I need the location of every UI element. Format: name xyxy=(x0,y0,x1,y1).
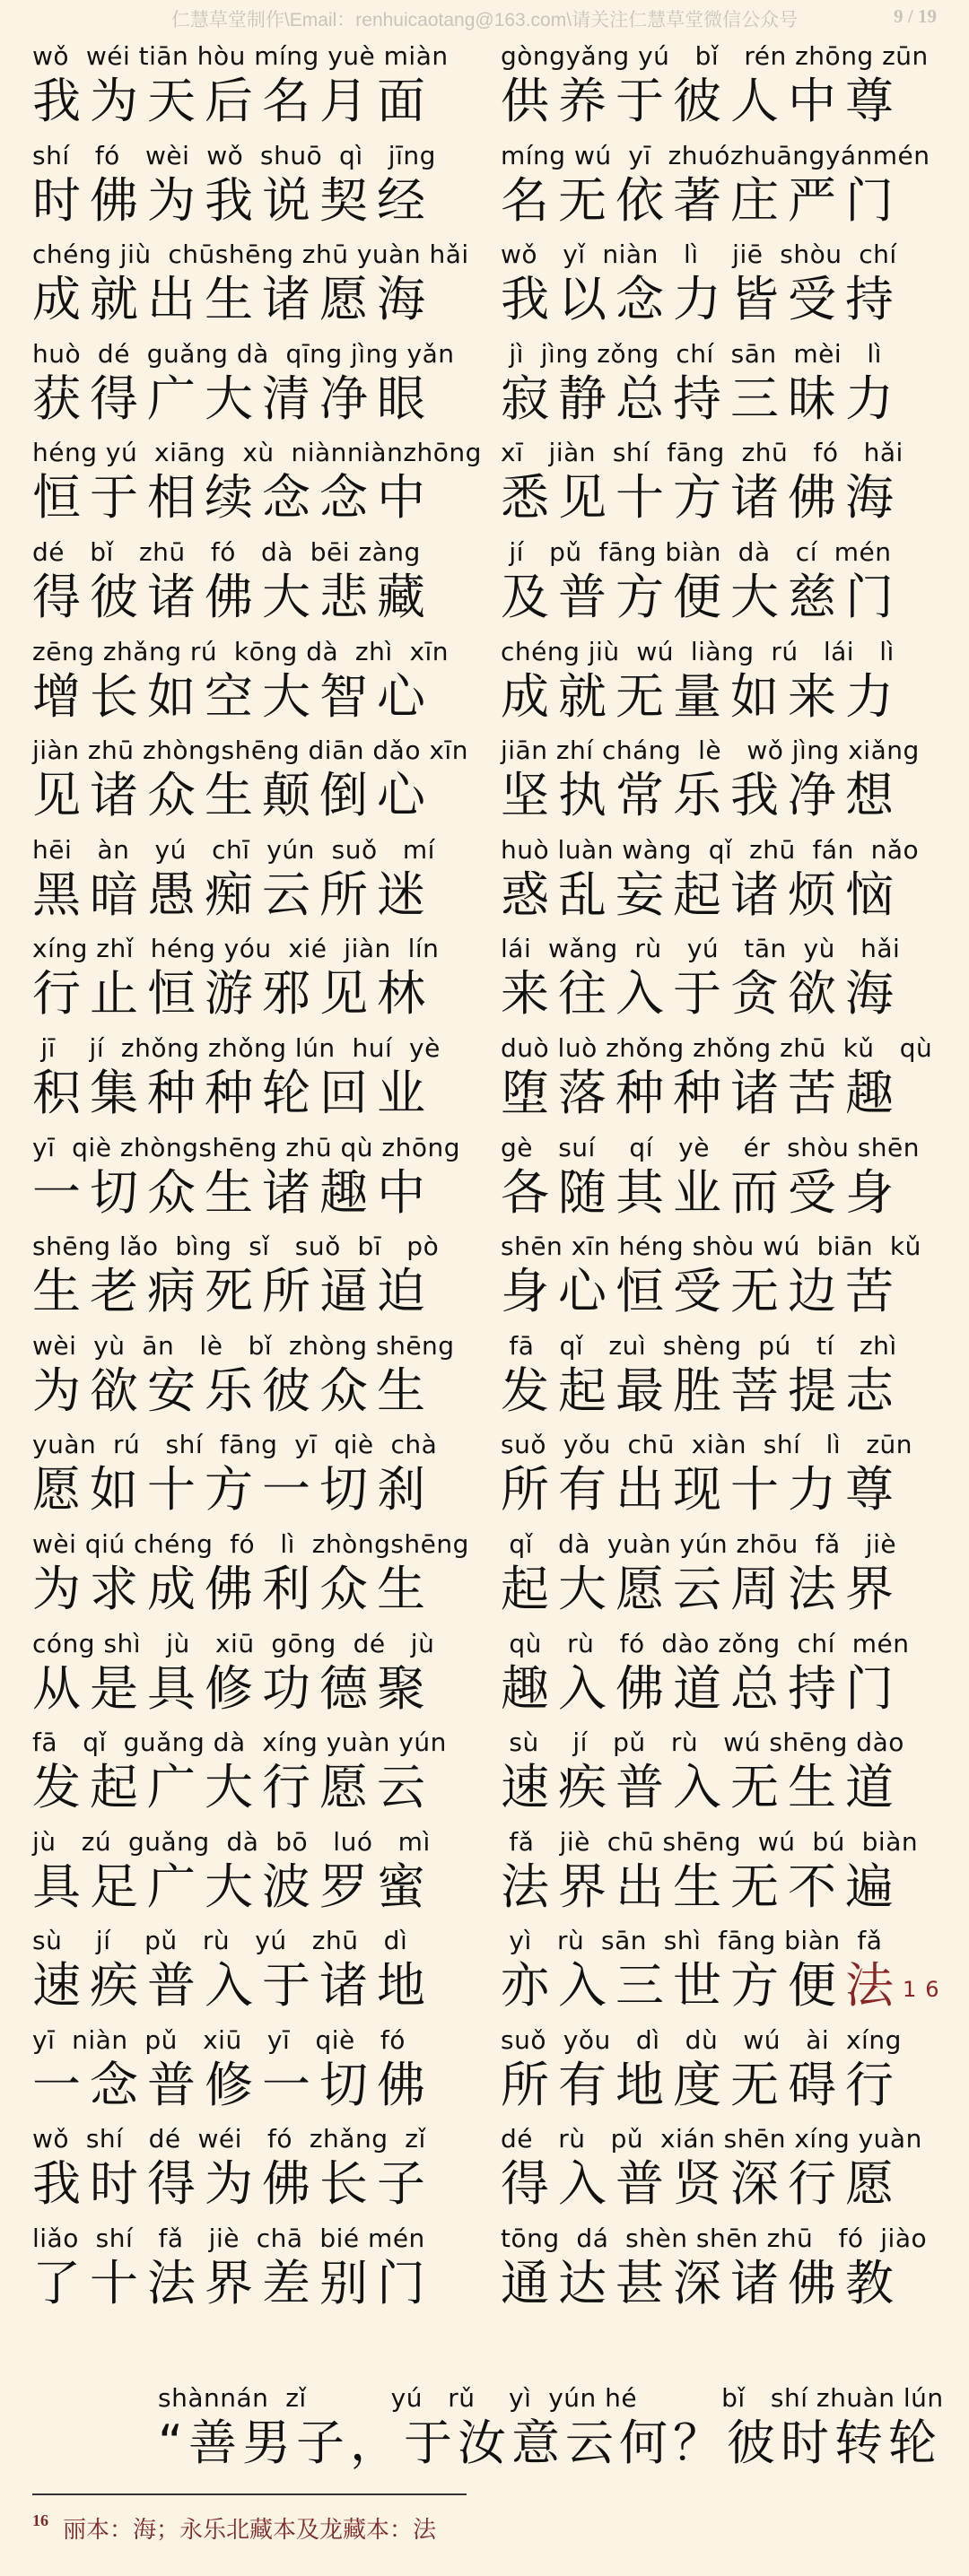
hanzi-text: 速疾普入于诸地 xyxy=(32,1957,434,2015)
page-header xyxy=(0,5,969,38)
hanzi-line xyxy=(32,173,499,229)
pinyin-line: jiàn zhū zhòngshēng diān dǎo xīn xyxy=(32,735,468,766)
hanzi-line xyxy=(501,371,967,427)
hanzi-line xyxy=(501,2156,967,2212)
footnote-marker: 16 xyxy=(903,1977,948,2003)
hanzi-line xyxy=(501,2256,967,2311)
hanzi-text: 从是具修功德聚 xyxy=(32,1659,434,1717)
pinyin-line: jī jí zhǒng zhǒng lún huí yè xyxy=(32,1032,441,1063)
hanzi-line xyxy=(32,570,499,625)
pinyin-line: jì jìng zǒng chí sān mèi lì xyxy=(501,338,882,369)
hanzi-text: 身心恒受无边苦 xyxy=(501,1263,903,1320)
footnote-text: 丽本：海；永乐北藏本及龙藏本：法 xyxy=(63,2517,437,2544)
variant-character: 法 xyxy=(845,1957,903,2015)
hanzi-line xyxy=(32,2256,499,2311)
hanzi-line: “善男子，于汝意云何？彼时转轮 xyxy=(158,2415,942,2471)
verse-line xyxy=(32,1031,499,1131)
footnote xyxy=(32,2511,930,2545)
pinyin-line: dé rù pǔ xián shēn xíng yuàn xyxy=(501,2124,922,2154)
verse-line xyxy=(501,635,967,735)
pinyin-line: hēi àn yú chī yún suǒ mí xyxy=(32,834,435,865)
verse-line xyxy=(501,1825,967,1925)
hanzi-text: 及普方便大慈门 xyxy=(501,568,903,625)
hanzi-line xyxy=(501,1562,967,1617)
verse-line xyxy=(32,436,499,535)
verse-line xyxy=(32,238,499,337)
verse-line xyxy=(32,1726,499,1825)
hanzi-text: 一念普修一切佛 xyxy=(32,2056,434,2113)
verse-line xyxy=(32,833,499,933)
hanzi-text: 行止恒游邪见林 xyxy=(32,965,434,1023)
hanzi-line xyxy=(32,2058,499,2113)
pinyin-line: jù zú guǎng dà bō luó mì xyxy=(32,1826,431,1857)
pinyin-line: suǒ yǒu chū xiàn shí lì zūn xyxy=(501,1430,913,1460)
hanzi-line xyxy=(32,1165,499,1221)
hanzi-text: 趣入佛道总持门 xyxy=(501,1659,903,1717)
hanzi-line xyxy=(32,1363,499,1419)
hanzi-line xyxy=(501,570,967,625)
verse-line xyxy=(501,1329,967,1429)
hanzi-line xyxy=(32,768,499,823)
pinyin-line: shēng lǎo bìng sǐ suǒ bī pò xyxy=(32,1231,440,1262)
pinyin-line: wǒ yǐ niàn lì jiē shòu chí xyxy=(501,239,897,270)
pinyin-line: zēng zhǎng rú kōng dà zhì xīn xyxy=(32,636,450,666)
pinyin-line: fā qǐ zuì shèng pú tí zhì xyxy=(501,1330,897,1361)
hanzi-line xyxy=(501,867,967,923)
footnote-number: 16 xyxy=(32,2511,48,2529)
verse-line xyxy=(501,238,967,337)
hanzi-text: 获得广大清净眼 xyxy=(32,370,434,427)
hanzi-line xyxy=(32,1859,499,1915)
hanzi-text: 为求成佛利众生 xyxy=(32,1560,434,1617)
verse-line xyxy=(32,1527,499,1627)
hanzi-text: 悉见十方诸佛海 xyxy=(501,469,903,527)
hanzi-text: 得彼诸佛大悲藏 xyxy=(32,568,434,625)
pinyin-line: huò luàn wàng qǐ zhū fán nǎo xyxy=(501,834,920,865)
pinyin-line: dé bǐ zhū fó dà bēi zàng xyxy=(32,536,421,567)
hanzi-text: 惑乱妄起诸烦恼 xyxy=(501,866,903,923)
verse-line xyxy=(32,139,499,239)
verse-line xyxy=(32,39,499,139)
pinyin-line: tōng dá shèn shēn zhū fó jiào xyxy=(501,2224,928,2254)
pinyin-line: sù jí pǔ rù wú shēng dào xyxy=(501,1727,904,1758)
verse-line xyxy=(501,1527,967,1627)
pinyin-line: jí pǔ fāng biàn dà cí mén xyxy=(501,536,892,567)
hanzi-line xyxy=(32,867,499,923)
hanzi-text: 法界出生无不遍 xyxy=(501,1858,903,1915)
pinyin-line: héng yú xiāng xù niànniànzhōng xyxy=(32,438,482,468)
hanzi-text: 时佛为我说契经 xyxy=(32,171,434,229)
hanzi-line xyxy=(32,1264,499,1319)
pinyin-line: yì rù sān shì fāng biàn fǎ xyxy=(501,1926,883,1956)
verse-line xyxy=(501,436,967,535)
verse-line xyxy=(501,1924,967,2023)
hanzi-text: 我为天后名月面 xyxy=(32,73,434,129)
hanzi-text: 得入普贤深行愿 xyxy=(501,2155,903,2213)
verse-line xyxy=(501,1627,967,1727)
pinyin-line: yī qiè zhòngshēng zhū qù zhōng xyxy=(32,1132,461,1162)
hanzi-line xyxy=(32,1066,499,1121)
pinyin-line: xíng zhǐ héng yóu xié jiàn lín xyxy=(32,934,440,964)
pinyin-line: cóng shì jù xiū gōng dé jù xyxy=(32,1628,435,1658)
pinyin-line: suǒ yǒu dì dù wú ài xíng xyxy=(501,2024,902,2055)
hanzi-line xyxy=(501,1462,967,1518)
hanzi-line xyxy=(501,669,967,725)
verse-line xyxy=(32,2122,499,2222)
hanzi-text: 我以念力皆受持 xyxy=(501,271,903,328)
hanzi-text: 速疾普入无生道 xyxy=(501,1759,903,1816)
hanzi-line xyxy=(501,1958,967,2014)
right-column xyxy=(501,39,967,2321)
pinyin-line: xī jiàn shí fāng zhū fó hǎi xyxy=(501,438,904,468)
hanzi-line xyxy=(501,1264,967,1319)
hanzi-text: 所有出现十力尊 xyxy=(501,1461,903,1519)
hanzi-text: 黑暗愚痴云所迷 xyxy=(32,866,434,923)
pinyin-line: wèi qiú chéng fó lì zhòngshēng xyxy=(32,1528,469,1559)
hanzi-line xyxy=(501,1760,967,1815)
hanzi-line xyxy=(501,1363,967,1419)
pinyin-line: liǎo shí fǎ jiè chā bié mén xyxy=(32,2224,425,2254)
hanzi-line xyxy=(32,1760,499,1815)
verse-line xyxy=(32,1131,499,1231)
hanzi-text: 供养于彼人中尊 xyxy=(501,73,903,129)
hanzi-text: 一切众生诸趣中 xyxy=(32,1163,434,1221)
hanzi-text: 起大愿云周法界 xyxy=(501,1560,903,1617)
hanzi-line xyxy=(32,966,499,1022)
verse-line xyxy=(501,39,967,139)
verse-line xyxy=(32,1230,499,1329)
hanzi-text: 发起最胜菩提志 xyxy=(501,1362,903,1419)
hanzi-line xyxy=(32,371,499,427)
pinyin-line: fǎ jiè chū shēng wú bú biàn xyxy=(501,1826,919,1857)
pinyin-line: sù jí pǔ rù yú zhū dì xyxy=(32,1926,408,1956)
hanzi-line xyxy=(32,1562,499,1617)
hanzi-text: 见诸众生颠倒心 xyxy=(32,767,434,824)
pinyin-line: wǒ shí dé wéi fó zhǎng zǐ xyxy=(32,2124,426,2154)
hanzi-text: 所有地度无碍行 xyxy=(501,2056,903,2113)
hanzi-text: 我时得为佛长子 xyxy=(32,2155,434,2213)
verse-line xyxy=(32,1627,499,1727)
hanzi-text: 亦入三世方便 xyxy=(501,1957,845,2015)
pinyin-line: duò luò zhǒng zhǒng zhū kǔ qù xyxy=(501,1032,933,1063)
hanzi-text: 愿如十方一切刹 xyxy=(32,1461,434,1519)
verse-line xyxy=(32,535,499,635)
pinyin-line: fā qǐ guǎng dà xíng yuàn yún xyxy=(32,1727,447,1758)
verse-line xyxy=(501,1726,967,1825)
hanzi-line xyxy=(501,1066,967,1121)
pinyin-line: wǒ wéi tiān hòu míng yuè miàn xyxy=(32,41,449,71)
verse-line xyxy=(32,1924,499,2023)
hanzi-line xyxy=(501,1661,967,1717)
hanzi-text: 寂静总持三昧力 xyxy=(501,370,903,427)
verse-line xyxy=(501,833,967,933)
verse-line xyxy=(501,2222,967,2321)
verse-line xyxy=(32,337,499,437)
hanzi-text: 坚执常乐我净想 xyxy=(501,767,903,824)
hanzi-line xyxy=(501,1165,967,1221)
hanzi-line xyxy=(32,1958,499,2014)
hanzi-line xyxy=(32,74,499,129)
hanzi-line xyxy=(32,272,499,327)
hanzi-text: 通达甚深诸佛教 xyxy=(501,2255,903,2312)
pinyin-line: shēn xīn héng shòu wú biān kǔ xyxy=(501,1231,921,1262)
verse-line xyxy=(501,337,967,437)
hanzi-text: 成就出生诸愿海 xyxy=(32,271,434,328)
hanzi-line xyxy=(501,74,967,129)
hanzi-text: 成就无量如来力 xyxy=(501,667,903,725)
hanzi-line xyxy=(501,966,967,1022)
verse-line xyxy=(32,635,499,735)
pinyin-line: jiān zhí cháng lè wǒ jìng xiǎng xyxy=(501,735,920,766)
hanzi-text: 具足广大波罗蜜 xyxy=(32,1858,434,1915)
pinyin-line: chéng jiù wú liàng rú lái lì xyxy=(501,636,895,666)
hanzi-text: 各随其业而受身 xyxy=(501,1163,903,1221)
hanzi-line xyxy=(501,173,967,229)
verse-line xyxy=(501,932,967,1031)
hanzi-text: 名无依著庄严门 xyxy=(501,171,903,229)
hanzi-line xyxy=(32,470,499,526)
hanzi-text: 积集种种轮回业 xyxy=(32,1064,434,1121)
verse-line xyxy=(501,535,967,635)
verse-line xyxy=(501,1230,967,1329)
verse-line xyxy=(501,2122,967,2222)
hanzi-text: 增长如空大智心 xyxy=(32,667,434,725)
header-text: 仁慧草堂制作\Email：renhuicaotang@163.com\请关注仁慧草堂微信公众号 xyxy=(170,10,799,30)
hanzi-line xyxy=(32,669,499,725)
hanzi-line xyxy=(32,1661,499,1717)
pinyin-line: gè suí qí yè ér shòu shēn xyxy=(501,1132,921,1162)
verse-line xyxy=(501,1428,967,1527)
hanzi-text: 恒于相续念念中 xyxy=(32,469,434,527)
hanzi-text: 为欲安乐彼众生 xyxy=(32,1362,434,1419)
verse-line xyxy=(32,2222,499,2321)
verse-line xyxy=(32,734,499,833)
pinyin-line: huò dé guǎng dà qīng jìng yǎn xyxy=(32,338,455,369)
pinyin-line: míng wú yī zhuózhuāngyánmén xyxy=(501,140,930,170)
verse-line xyxy=(501,1131,967,1231)
hanzi-line xyxy=(501,1859,967,1915)
verse-line xyxy=(501,139,967,239)
left-column xyxy=(32,39,499,2321)
pinyin-line: shànnán zǐ yú rǔ yì yún hé bǐ shí zhuàn lún xyxy=(158,2383,944,2413)
hanzi-text: 发起广大行愿云 xyxy=(32,1759,434,1816)
pinyin-line: lái wǎng rù yú tān yù hǎi xyxy=(501,934,901,964)
verse-line xyxy=(32,1428,499,1527)
hanzi-text: 堕落种种诸苦趣 xyxy=(501,1064,903,1121)
hanzi-line xyxy=(501,768,967,823)
page-number: 9 / 19 xyxy=(894,5,937,27)
hanzi-line xyxy=(501,272,967,327)
pinyin-line: chéng jiù chūshēng zhū yuàn hǎi xyxy=(32,239,469,270)
hanzi-line xyxy=(32,2156,499,2212)
verse-line xyxy=(501,2023,967,2123)
verse-line xyxy=(501,1031,967,1131)
pinyin-line: yī niàn pǔ xiū yī qiè fó xyxy=(32,2024,406,2055)
pinyin-line: wèi yù ān lè bǐ zhòng shēng xyxy=(32,1330,455,1361)
hanzi-text: 了十法界差别门 xyxy=(32,2255,434,2312)
verse-line xyxy=(32,1825,499,1925)
verse-line xyxy=(32,2023,499,2123)
pinyin-line: gòngyǎng yú bǐ rén zhōng zūn xyxy=(501,41,929,71)
verse-line xyxy=(501,734,967,833)
pinyin-line: shí fó wèi wǒ shuō qì jīng xyxy=(32,140,436,170)
hanzi-line xyxy=(32,1462,499,1518)
hanzi-text: 来往入于贪欲海 xyxy=(501,965,903,1023)
closing-line xyxy=(158,2381,947,2480)
hanzi-text: 生老病死所逼迫 xyxy=(32,1263,434,1320)
footnote-divider xyxy=(32,2493,467,2495)
pinyin-line: qǐ dà yuàn yún zhōu fǎ jiè xyxy=(501,1528,897,1559)
verse-line xyxy=(32,1329,499,1429)
pinyin-line: qù rù fó dào zǒng chí mén xyxy=(501,1628,910,1658)
hanzi-line xyxy=(501,470,967,526)
pinyin-line: yuàn rú shí fāng yī qiè chà xyxy=(32,1430,438,1460)
hanzi-line xyxy=(501,2058,967,2113)
verse-line xyxy=(32,932,499,1031)
